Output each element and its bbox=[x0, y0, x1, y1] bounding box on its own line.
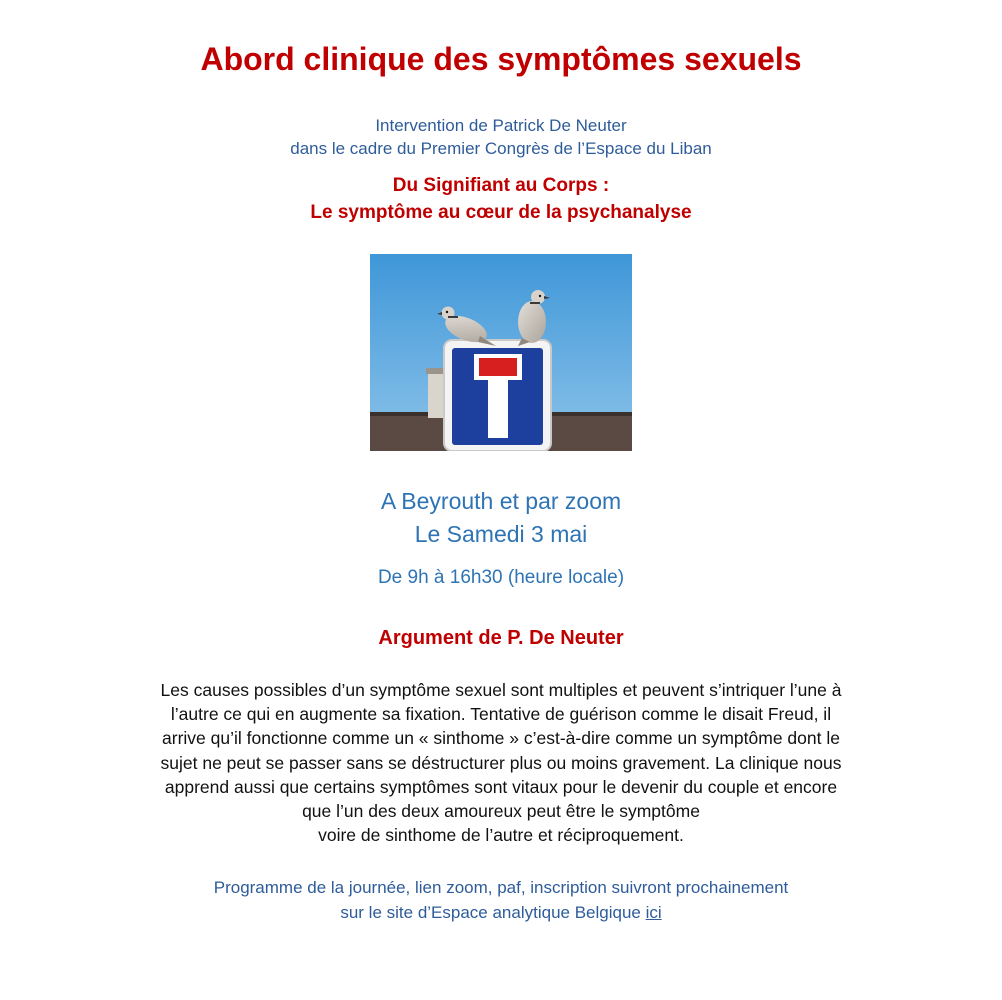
program-notice: Programme de la journée, lien zoom, paf, inscription suivront prochainement bbox=[213, 878, 789, 897]
argument-line: voire de sinthome de l’autre et réciproquement. bbox=[318, 825, 684, 846]
sign-white-bar bbox=[488, 376, 508, 438]
dead-end-sign-photo bbox=[370, 254, 632, 451]
site-notice-text: sur le site d’Espace analytique Belgique bbox=[340, 903, 646, 922]
congress-title-line2: Le symptôme au cœur de la psychanalyse bbox=[310, 202, 692, 223]
venue-block bbox=[0, 485, 1002, 551]
intro-block bbox=[0, 114, 1002, 160]
page-title: Abord clinique des symptômes sexuels bbox=[200, 41, 802, 77]
argument-line: sujet ne peut se passer sans se déstructurer plus ou moins gravement. La clinique nous bbox=[160, 752, 842, 773]
argument-line: apprend aussi que certains symptômes sont vitaux pour le devenir du couple et encore bbox=[164, 776, 838, 797]
venue-location: A Beyrouth et par zoom bbox=[380, 488, 622, 514]
argument-line: que l’un des deux amoureux peut être le symptôme bbox=[302, 801, 700, 822]
sign-red-bar bbox=[479, 358, 517, 376]
speaker-line: Intervention de Patrick De Neuter bbox=[375, 116, 627, 135]
argument-body bbox=[100, 678, 902, 847]
event-date: Le Samedi 3 mai bbox=[414, 521, 588, 547]
congress-context-line: dans le cadre du Premier Congrès de l’Espace du Liban bbox=[290, 139, 712, 158]
ici-link[interactable]: ici bbox=[645, 903, 662, 922]
congress-title-block bbox=[0, 172, 1002, 226]
congress-title-line1: Du Signifiant au Corps : bbox=[392, 175, 610, 196]
site-notice bbox=[0, 900, 1002, 925]
argument-line: Les causes possibles d’un symptôme sexuel sont multiples et peuvent s’intriquer l’une à bbox=[160, 680, 842, 700]
footer-block bbox=[0, 875, 1002, 925]
argument-line: l’autre ce qui en augmente sa fixation. Tentative de guérison comme le disait Freud, il bbox=[170, 704, 832, 725]
argument-heading: Argument de P. De Neuter bbox=[378, 627, 624, 649]
event-hours: De 9h à 16h30 (heure locale) bbox=[377, 567, 625, 588]
argument-line: arrive qu’il fonctionne comme un « sinthome » c’est-à-dire comme un symptôme dont le bbox=[162, 728, 840, 749]
